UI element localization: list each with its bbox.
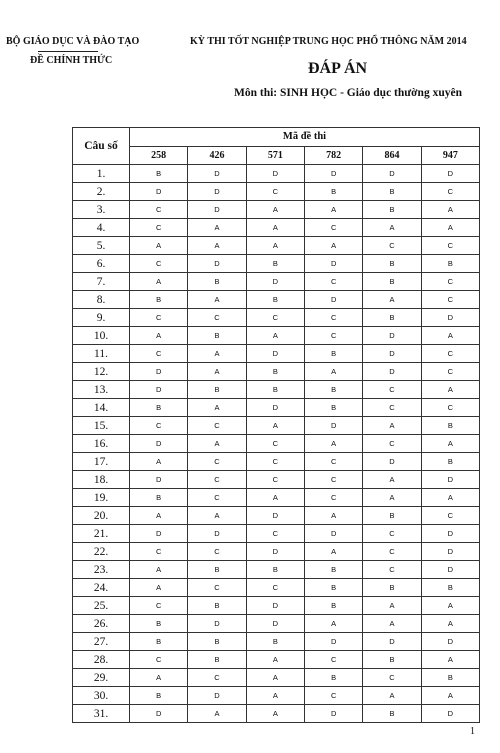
answer-cell: B: [130, 489, 188, 507]
question-number: 19.: [73, 489, 130, 507]
answer-cell: D: [246, 597, 304, 615]
answer-cell: C: [421, 345, 479, 363]
answer-cell: C: [188, 579, 246, 597]
answer-cell: D: [304, 165, 362, 183]
table-row: [73, 489, 480, 507]
exam-title: KỲ THI TỐT NGHIỆP TRUNG HỌC PHỔ THÔNG NĂM 2014: [190, 36, 467, 47]
answer-cell: D: [188, 255, 246, 273]
answer-cell: A: [363, 687, 421, 705]
answer-cell: B: [421, 453, 479, 471]
question-number: 27.: [73, 633, 130, 651]
question-number: 22.: [73, 543, 130, 561]
answer-cell: C: [363, 561, 421, 579]
answer-cell: A: [421, 327, 479, 345]
answer-cell: A: [188, 363, 246, 381]
table-row: [73, 615, 480, 633]
answer-cell: A: [188, 345, 246, 363]
answer-cell: A: [421, 597, 479, 615]
exam-code-header: Mã đề thi: [130, 128, 480, 147]
table-row: [73, 345, 480, 363]
answer-cell: C: [304, 471, 362, 489]
table-row: [73, 201, 480, 219]
answer-cell: C: [188, 471, 246, 489]
answers-title: ĐÁP ÁN: [308, 60, 368, 77]
answer-cell: C: [246, 453, 304, 471]
table-row: [73, 633, 480, 651]
question-number: 16.: [73, 435, 130, 453]
question-number: 12.: [73, 363, 130, 381]
answer-cell: D: [363, 633, 421, 651]
question-number: 9.: [73, 309, 130, 327]
question-number-header: Câu số: [73, 128, 130, 165]
answer-cell: D: [246, 507, 304, 525]
question-number: 21.: [73, 525, 130, 543]
answer-cell: B: [130, 399, 188, 417]
exam-code-782: 782: [304, 146, 362, 165]
answer-cell: A: [130, 561, 188, 579]
answer-cell: D: [304, 291, 362, 309]
answer-cell: C: [304, 327, 362, 345]
table-row: [73, 183, 480, 201]
answer-cell: D: [130, 363, 188, 381]
answer-cell: C: [246, 579, 304, 597]
answer-cell: C: [130, 345, 188, 363]
answer-cell: B: [130, 615, 188, 633]
table-row: [73, 543, 480, 561]
answer-cell: C: [304, 273, 362, 291]
answer-cell: D: [246, 615, 304, 633]
answer-cell: A: [130, 327, 188, 345]
answer-cell: D: [246, 543, 304, 561]
answer-cell: D: [421, 633, 479, 651]
table-row: [73, 705, 480, 723]
answer-cell: A: [304, 201, 362, 219]
answer-cell: C: [304, 453, 362, 471]
answer-cell: D: [363, 453, 421, 471]
answer-cell: D: [363, 345, 421, 363]
answer-cell: C: [363, 669, 421, 687]
answer-cell: A: [363, 615, 421, 633]
answer-cell: C: [363, 381, 421, 399]
answer-cell: D: [421, 543, 479, 561]
answer-cell: C: [130, 255, 188, 273]
answer-cell: A: [188, 399, 246, 417]
answer-cell: C: [188, 669, 246, 687]
table-row: [73, 399, 480, 417]
answer-cell: A: [130, 669, 188, 687]
answer-cell: C: [421, 183, 479, 201]
question-number: 31.: [73, 705, 130, 723]
answer-cell: C: [130, 201, 188, 219]
answer-cell: C: [363, 435, 421, 453]
answer-cell: A: [246, 669, 304, 687]
answer-cell: C: [421, 291, 479, 309]
answer-cell: D: [304, 255, 362, 273]
answer-cell: D: [421, 705, 479, 723]
answer-cell: A: [246, 687, 304, 705]
question-number: 2.: [73, 183, 130, 201]
question-number: 3.: [73, 201, 130, 219]
answer-cell: A: [188, 435, 246, 453]
answer-cell: C: [363, 543, 421, 561]
answer-cell: B: [304, 381, 362, 399]
question-number: 29.: [73, 669, 130, 687]
answer-cell: C: [363, 237, 421, 255]
answer-cell: D: [246, 165, 304, 183]
answer-cell: A: [421, 435, 479, 453]
question-number: 25.: [73, 597, 130, 615]
answer-cell: B: [188, 597, 246, 615]
answer-cell: D: [188, 183, 246, 201]
answer-cell: B: [363, 579, 421, 597]
table-row: [73, 381, 480, 399]
question-number: 11.: [73, 345, 130, 363]
answer-cell: B: [246, 363, 304, 381]
page-number: 1: [470, 726, 475, 737]
answer-cell: A: [304, 363, 362, 381]
answer-cell: B: [304, 399, 362, 417]
exam-code-571: 571: [246, 146, 304, 165]
answer-cell: D: [304, 633, 362, 651]
table-row: [73, 327, 480, 345]
table-row: [73, 597, 480, 615]
answer-cell: A: [246, 651, 304, 669]
answer-cell: C: [363, 399, 421, 417]
answer-cell: B: [188, 561, 246, 579]
table-row: [73, 255, 480, 273]
official-label: ĐỀ CHÍNH THỨC: [30, 55, 113, 66]
answer-cell: B: [421, 255, 479, 273]
table-row: [73, 687, 480, 705]
answer-cell: D: [188, 165, 246, 183]
answer-cell: B: [363, 201, 421, 219]
answer-cell: A: [363, 489, 421, 507]
answer-cell: A: [130, 453, 188, 471]
answer-cell: B: [304, 669, 362, 687]
answer-cell: A: [188, 705, 246, 723]
table-row: [73, 219, 480, 237]
answer-cell: C: [304, 309, 362, 327]
question-number: 14.: [73, 399, 130, 417]
answer-cell: C: [246, 525, 304, 543]
table-row: [73, 417, 480, 435]
answer-cell: B: [363, 309, 421, 327]
answer-cell: B: [130, 165, 188, 183]
question-number: 26.: [73, 615, 130, 633]
answer-cell: B: [246, 381, 304, 399]
answer-cell: A: [363, 219, 421, 237]
answer-cell: A: [421, 651, 479, 669]
exam-code-947: 947: [421, 146, 479, 165]
answer-cell: A: [246, 219, 304, 237]
question-number: 17.: [73, 453, 130, 471]
answer-cell: C: [188, 543, 246, 561]
question-number: 30.: [73, 687, 130, 705]
answer-cell: A: [130, 507, 188, 525]
answer-cell: B: [304, 183, 362, 201]
answer-table: [72, 127, 480, 723]
answer-cell: B: [421, 669, 479, 687]
answer-cell: C: [130, 597, 188, 615]
answer-cell: A: [188, 219, 246, 237]
answer-cell: C: [246, 309, 304, 327]
answer-cell: A: [304, 237, 362, 255]
answer-cell: D: [421, 471, 479, 489]
answer-cell: D: [421, 561, 479, 579]
answer-cell: B: [304, 579, 362, 597]
answer-cell: A: [246, 489, 304, 507]
answer-cell: C: [130, 219, 188, 237]
answer-cell: D: [130, 435, 188, 453]
answer-cell: D: [188, 201, 246, 219]
answer-rows: [73, 165, 480, 723]
question-number: 23.: [73, 561, 130, 579]
answer-cell: A: [421, 615, 479, 633]
answer-cell: A: [246, 417, 304, 435]
answer-cell: A: [304, 507, 362, 525]
answer-cell: D: [130, 471, 188, 489]
table-row: [73, 561, 480, 579]
answer-cell: A: [421, 489, 479, 507]
answer-cell: B: [130, 633, 188, 651]
answer-cell: A: [363, 471, 421, 489]
answer-cell: C: [246, 183, 304, 201]
question-number: 4.: [73, 219, 130, 237]
answer-cell: D: [421, 525, 479, 543]
answer-cell: D: [421, 309, 479, 327]
answer-cell: C: [421, 507, 479, 525]
answer-cell: D: [130, 381, 188, 399]
answer-cell: A: [304, 435, 362, 453]
answer-cell: C: [130, 309, 188, 327]
answer-cell: A: [188, 291, 246, 309]
answer-cell: B: [188, 327, 246, 345]
answer-cell: C: [130, 543, 188, 561]
answer-cell: D: [246, 399, 304, 417]
answer-cell: D: [304, 705, 362, 723]
table-row: [73, 453, 480, 471]
answer-cell: C: [304, 687, 362, 705]
table-row: [73, 579, 480, 597]
answer-cell: C: [188, 489, 246, 507]
answer-cell: B: [304, 597, 362, 615]
answer-cell: A: [304, 543, 362, 561]
table-header-row: [73, 128, 480, 147]
answer-cell: D: [188, 615, 246, 633]
answer-cell: D: [421, 165, 479, 183]
answer-cell: D: [304, 525, 362, 543]
answer-cell: A: [363, 597, 421, 615]
answer-cell: D: [363, 165, 421, 183]
answer-cell: C: [188, 417, 246, 435]
answer-cell: C: [304, 219, 362, 237]
answer-cell: A: [246, 237, 304, 255]
ministry-name: BỘ GIÁO DỤC VÀ ĐÀO TẠO: [6, 36, 140, 47]
answer-cell: C: [421, 399, 479, 417]
question-number: 13.: [73, 381, 130, 399]
answer-cell: B: [188, 651, 246, 669]
answer-cell: B: [130, 291, 188, 309]
answer-cell: A: [363, 417, 421, 435]
answer-cell: B: [421, 417, 479, 435]
answer-cell: A: [363, 291, 421, 309]
answer-cell: A: [421, 381, 479, 399]
table-row: [73, 273, 480, 291]
answer-cell: B: [363, 183, 421, 201]
answer-cell: B: [246, 633, 304, 651]
answer-cell: B: [363, 651, 421, 669]
answer-cell: D: [363, 363, 421, 381]
answer-cell: A: [304, 615, 362, 633]
answer-cell: C: [188, 309, 246, 327]
answer-cell: A: [246, 705, 304, 723]
answer-cell: C: [246, 471, 304, 489]
answer-cell: D: [130, 183, 188, 201]
table-row: [73, 165, 480, 183]
exam-code-426: 426: [188, 146, 246, 165]
answer-cell: B: [304, 345, 362, 363]
table-row: [73, 651, 480, 669]
answer-cell: B: [421, 579, 479, 597]
table-row: [73, 309, 480, 327]
answer-cell: A: [188, 507, 246, 525]
table-row: [73, 669, 480, 687]
answer-cell: C: [304, 651, 362, 669]
exam-code-row: [73, 146, 480, 165]
answer-cell: B: [246, 561, 304, 579]
table-row: [73, 435, 480, 453]
question-number: 7.: [73, 273, 130, 291]
answer-cell: A: [188, 237, 246, 255]
answer-cell: B: [246, 255, 304, 273]
table-row: [73, 291, 480, 309]
table-row: [73, 507, 480, 525]
answer-cell: D: [188, 687, 246, 705]
question-number: 10.: [73, 327, 130, 345]
answer-cell: C: [188, 453, 246, 471]
answer-cell: B: [188, 633, 246, 651]
answer-cell: C: [421, 237, 479, 255]
exam-code-258: 258: [130, 146, 188, 165]
answer-cell: A: [246, 327, 304, 345]
answer-cell: D: [246, 345, 304, 363]
answer-cell: C: [304, 489, 362, 507]
answer-cell: A: [421, 687, 479, 705]
question-number: 15.: [73, 417, 130, 435]
answer-cell: D: [304, 417, 362, 435]
answer-cell: B: [363, 273, 421, 291]
table-row: [73, 471, 480, 489]
answer-cell: C: [363, 525, 421, 543]
answer-cell: C: [421, 273, 479, 291]
question-number: 8.: [73, 291, 130, 309]
answer-cell: A: [130, 237, 188, 255]
ministry-underline: [38, 51, 98, 52]
answer-cell: D: [363, 327, 421, 345]
question-number: 18.: [73, 471, 130, 489]
answer-cell: B: [304, 561, 362, 579]
answer-cell: D: [130, 705, 188, 723]
answer-cell: C: [246, 435, 304, 453]
answer-cell: A: [130, 579, 188, 597]
answer-cell: B: [363, 255, 421, 273]
answer-cell: B: [363, 507, 421, 525]
subject-line: Môn thi: SINH HỌC - Giáo dục thường xuyên: [234, 87, 462, 99]
question-number: 6.: [73, 255, 130, 273]
answer-cell: A: [421, 201, 479, 219]
answer-cell: C: [130, 417, 188, 435]
answer-cell: B: [363, 705, 421, 723]
question-number: 20.: [73, 507, 130, 525]
answer-cell: B: [188, 381, 246, 399]
answer-cell: D: [246, 273, 304, 291]
question-number: 24.: [73, 579, 130, 597]
answer-cell: C: [130, 651, 188, 669]
table-row: [73, 525, 480, 543]
question-number: 1.: [73, 165, 130, 183]
answer-cell: D: [188, 525, 246, 543]
question-number: 5.: [73, 237, 130, 255]
answer-cell: B: [188, 273, 246, 291]
question-number: 28.: [73, 651, 130, 669]
answer-cell: A: [421, 219, 479, 237]
table-row: [73, 363, 480, 381]
answer-cell: D: [130, 525, 188, 543]
table-row: [73, 237, 480, 255]
answer-cell: A: [130, 273, 188, 291]
exam-code-864: 864: [363, 146, 421, 165]
answer-cell: C: [421, 363, 479, 381]
answer-cell: A: [246, 201, 304, 219]
answer-cell: B: [246, 291, 304, 309]
answer-cell: B: [130, 687, 188, 705]
